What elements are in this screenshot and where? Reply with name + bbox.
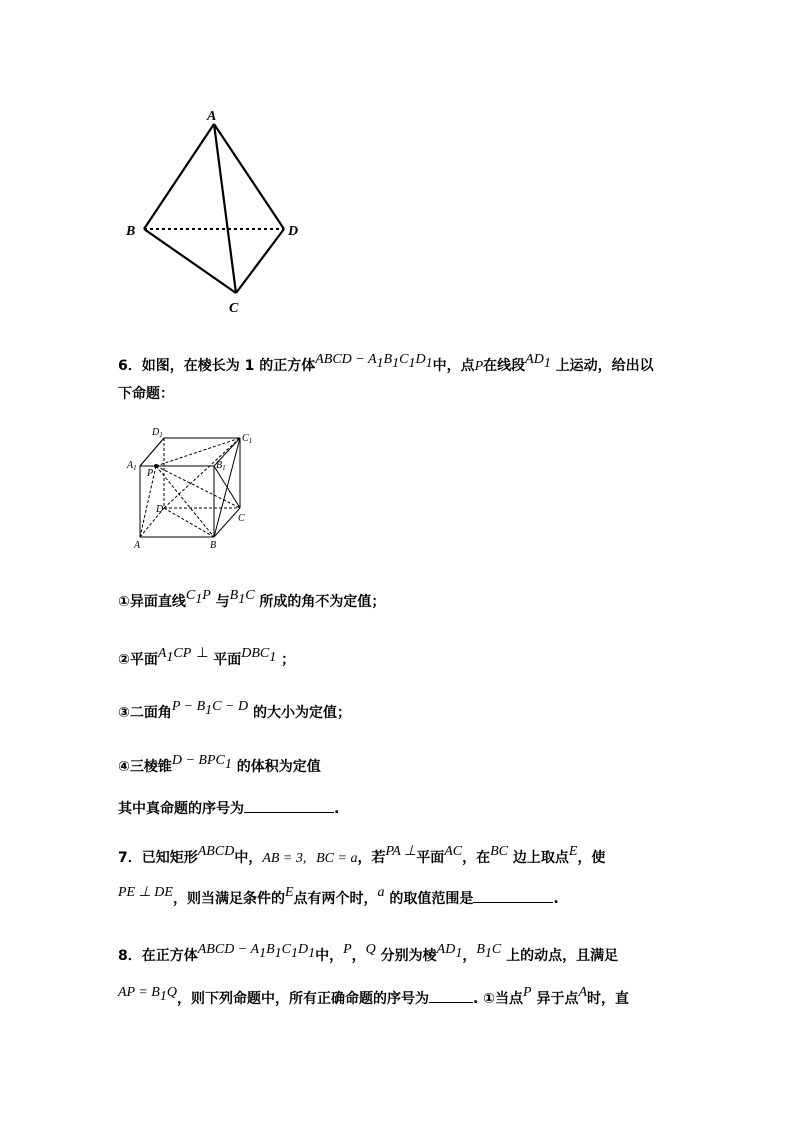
q6-statement-3: ③二面角$P - B_1C - D$ 的大小为定值； xyxy=(118,699,351,721)
q6-line2: 下命题： xyxy=(118,386,174,402)
edge-AD xyxy=(214,124,284,229)
cube-label-B1: $B_1$ xyxy=(216,460,226,472)
cube-label-D1: $D_1$ xyxy=(152,427,163,439)
cube-label-D: D xyxy=(156,504,164,515)
q7-line1: 7．已知矩形ABCD中，AB = 3, BC = a，若PA ⊥平面AC，在BC 边上取点E，使 xyxy=(118,844,606,866)
q6-line1: 6．如图，在棱长为 1 的正方体ABCD − $A_1B_1C_1D_1$中，点P在线段$AD_1$ 上运动，给出以 xyxy=(118,352,654,374)
q8-line2: AP = $B_1Q$，则下列命题中，所有正确命题的序号为 . ①当点P 异于点A时，直 xyxy=(118,985,630,1007)
answer-blank-q8[interactable] xyxy=(429,988,473,1003)
tetrahedron-figure xyxy=(120,100,320,320)
q6-question: 其中真命题的序号为 . xyxy=(118,798,339,819)
q8-line1: 8．在正方体ABCD − $A_1B_1C_1D_1$中，P，Q 分别为棱$AD_1$，$B_1C$ 上的动点，且满足 xyxy=(118,942,619,964)
answer-blank-q7[interactable] xyxy=(473,888,553,903)
cube-figure xyxy=(126,424,266,554)
cube-label-B: B xyxy=(210,540,217,551)
label-B: B xyxy=(126,224,136,239)
cube-label-C1: $C_1$ xyxy=(242,433,253,445)
cube-label-A1: $A_1$ xyxy=(127,460,137,472)
label-C: C xyxy=(229,301,239,316)
label-D: D xyxy=(288,224,299,239)
edge-BC xyxy=(144,229,236,293)
edge-AB xyxy=(144,124,214,229)
q7-line2: PE ⊥ DE，则当满足条件的E点有两个时，a 的取值范围是 . xyxy=(118,885,559,907)
q6-statement-2: ②平面$A_1CP$ ⊥ 平面$DBC_1$ ； xyxy=(118,646,296,668)
cube-label-C: C xyxy=(238,513,245,524)
label-A: A xyxy=(207,109,217,124)
q6-statement-1: ①异面直线$C_1P$ 与$B_1C$ 所成的角不为定值； xyxy=(118,588,386,610)
answer-blank-q6[interactable] xyxy=(244,798,334,813)
cube-label-P: P xyxy=(147,468,154,479)
edge-DC xyxy=(236,229,284,293)
edge-AC xyxy=(214,124,236,293)
q6-statement-4: ④三棱锥$D - BPC_1$ 的体积为定值 xyxy=(118,753,321,775)
cube-label-A: A xyxy=(134,540,141,551)
